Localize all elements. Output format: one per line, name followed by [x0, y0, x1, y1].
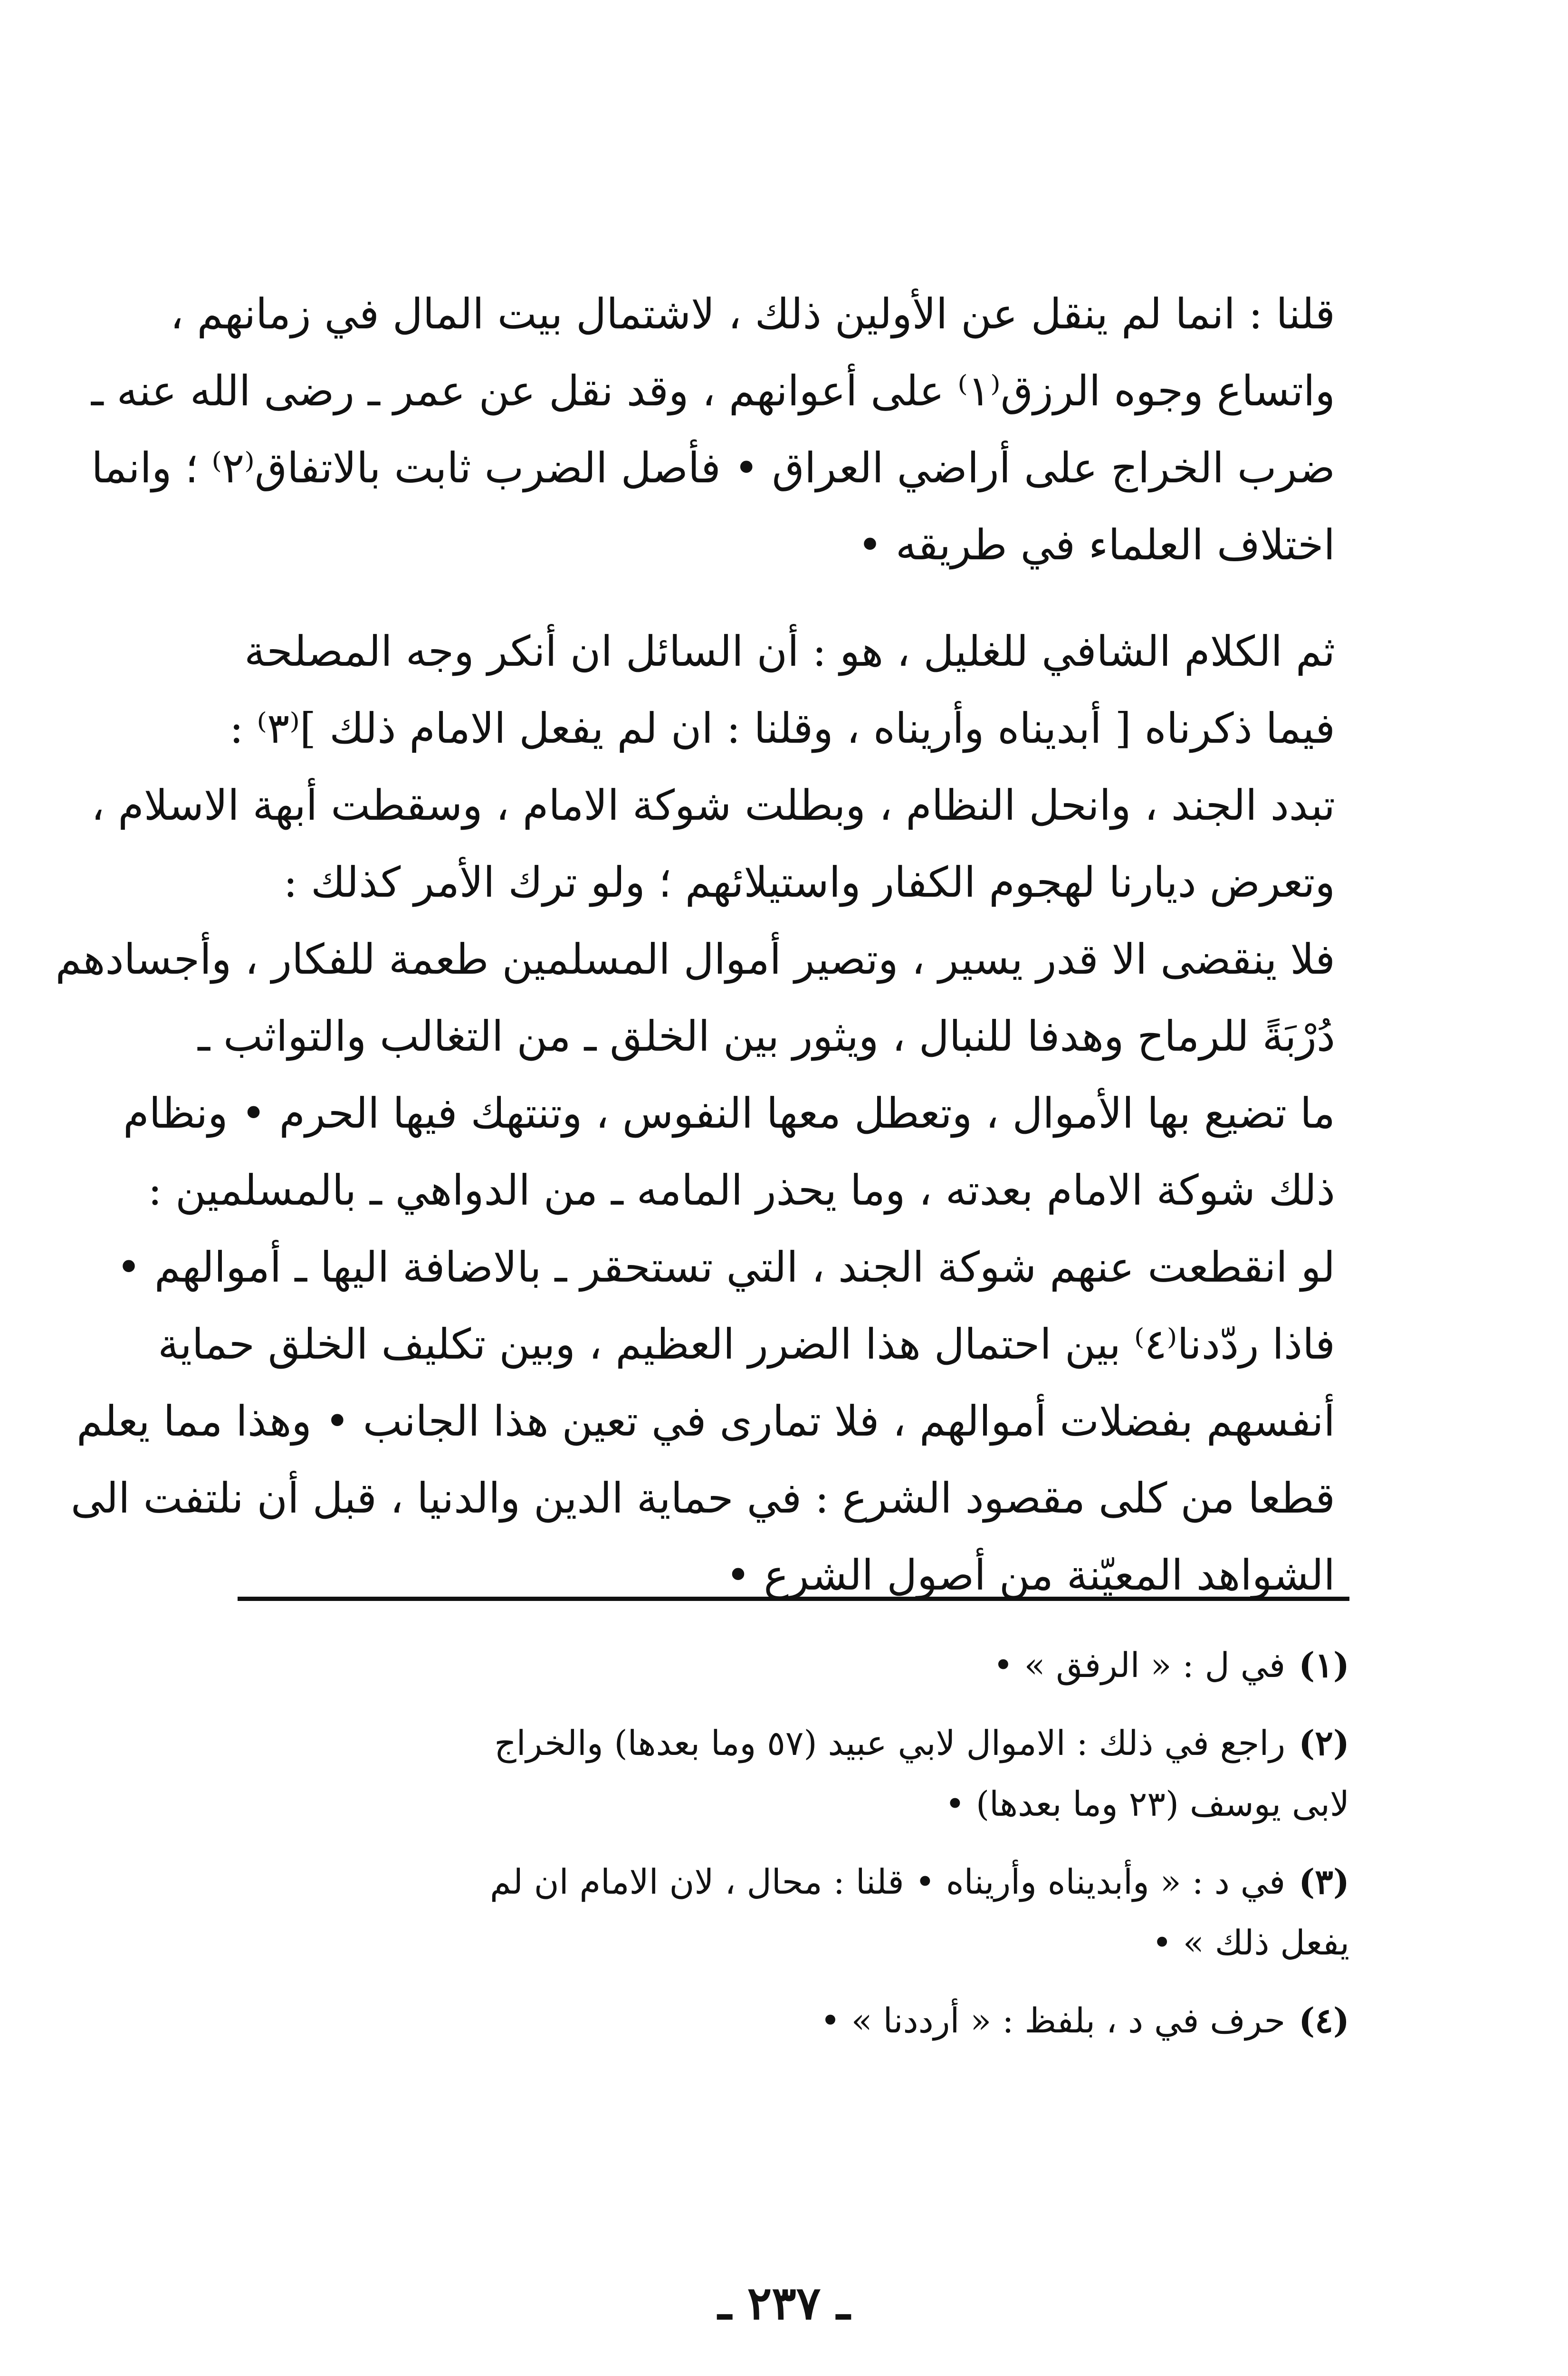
footnote-number: (٤)	[1299, 2000, 1349, 2041]
footnote-line	[209, 1713, 1349, 1773]
footnote-text: في د : « وأبديناه وأريناه • قلنا : محال ، لان الامام ان لم	[489, 1862, 1286, 1902]
footnotes	[209, 1635, 1349, 2068]
footnote-text: حرف في د ، بلفظ : « أرددنا » •	[820, 2001, 1286, 2041]
text-line: فاذا ردّدنا⁽٤⁾ بين احتمال هذا الضرر العظيم ، وبين تكليف الخلق حماية	[158, 1320, 1335, 1369]
text-line: اختلاف العلماء في طريقه •	[857, 520, 1335, 569]
text-line: قلنا : انما لم ينقل عن الأولين ذلك ، لاشتمال بيت المال في زمانهم ،	[170, 289, 1335, 338]
footnote-text: لابى يوسف (٢٣ وما بعدها) •	[945, 1784, 1349, 1824]
footnote-line	[209, 1990, 1349, 2051]
text-line: قطعا من كلى مقصود الشرع : في حماية الدين والدنيا ، قبل أن نلتفت الى	[70, 1474, 1335, 1523]
text-line: تبدد الجند ، وانحل النظام ، وبطلت شوكة الامام ، وسقطت أبهة الاسلام ،	[91, 781, 1335, 830]
footnote-line	[209, 1851, 1349, 1912]
footnote-text: في ل : « الرفق » •	[993, 1645, 1286, 1685]
footnote-number: (٢)	[1299, 1723, 1349, 1763]
footnote-3	[209, 1851, 1349, 1973]
text-line: دُرْبَةً للرماح وهدفا للنبال ، ويثور بين الخلق ـ من التغالب والتواثب ـ	[198, 1012, 1335, 1061]
text-line: لو انقطعت عنهم شوكة الجند ، التي تستحقر ـ بالاضافة اليها ـ أموالهم •	[116, 1243, 1335, 1292]
text-line: الشواهد المعيّنة من أصول الشرع •	[726, 1551, 1335, 1600]
text-line: واتساع وجوه الرزق⁽١⁾ على أعوانهم ، وقد نقل عن عمر ـ رضى الله عنه ـ	[91, 366, 1335, 415]
text-line: فلا ينقضى الا قدر يسير ، وتصير أموال المسلمين طعمة للفكار ، وأجسادهم	[55, 935, 1335, 984]
footnote-text: راجع في ذلك : الاموال لابي عبيد (٥٧ وما بعدها) والخراج	[494, 1723, 1286, 1763]
footnote-1	[209, 1635, 1349, 1696]
footnote-divider	[238, 1597, 1349, 1601]
footnote-number: (١)	[1299, 1645, 1349, 1685]
footnote-number: (٣)	[1299, 1861, 1349, 1902]
footnote-4	[209, 1990, 1349, 2051]
text-line: ضرب الخراج على أراضي العراق • فأصل الضرب ثابت بالاتفاق⁽٢⁾ ؛ وانما	[91, 443, 1335, 492]
footnote-line	[209, 1635, 1349, 1696]
footnote-2	[209, 1713, 1349, 1834]
text-line: ذلك شوكة الامام بعدته ، وما يحذر المامه ـ من الدواهي ـ بالمسلمين :	[148, 1166, 1335, 1215]
text-line: وتعرض ديارنا لهجوم الكفار واستيلائهم ؛ ولو ترك الأمر كذلك :	[283, 858, 1335, 907]
text-line: أنفسهم بفضلات أموالهم ، فلا تمارى في تعين هذا الجانب • وهذا مما يعلم	[76, 1397, 1335, 1446]
footnote-text: يفعل ذلك » •	[1152, 1923, 1349, 1963]
text-line: فيما ذكرناه [ أبديناه وأريناه ، وقلنا : ان لم يفعل الامام ذلك ]⁽٣⁾ :	[229, 704, 1335, 753]
text-line: ما تضيع بها الأموال ، وتعطل معها النفوس ، وتنتهك فيها الحرم • ونظام	[123, 1089, 1335, 1138]
paragraph-1	[91, 276, 1335, 584]
paragraph-2	[55, 613, 1335, 1614]
page-number: ـ ٢٣٧ ـ	[718, 2276, 850, 2330]
text-line: ثم الكلام الشافي للغليل ، هو : أن السائل ان أنكر وجه المصلحة	[244, 627, 1335, 676]
